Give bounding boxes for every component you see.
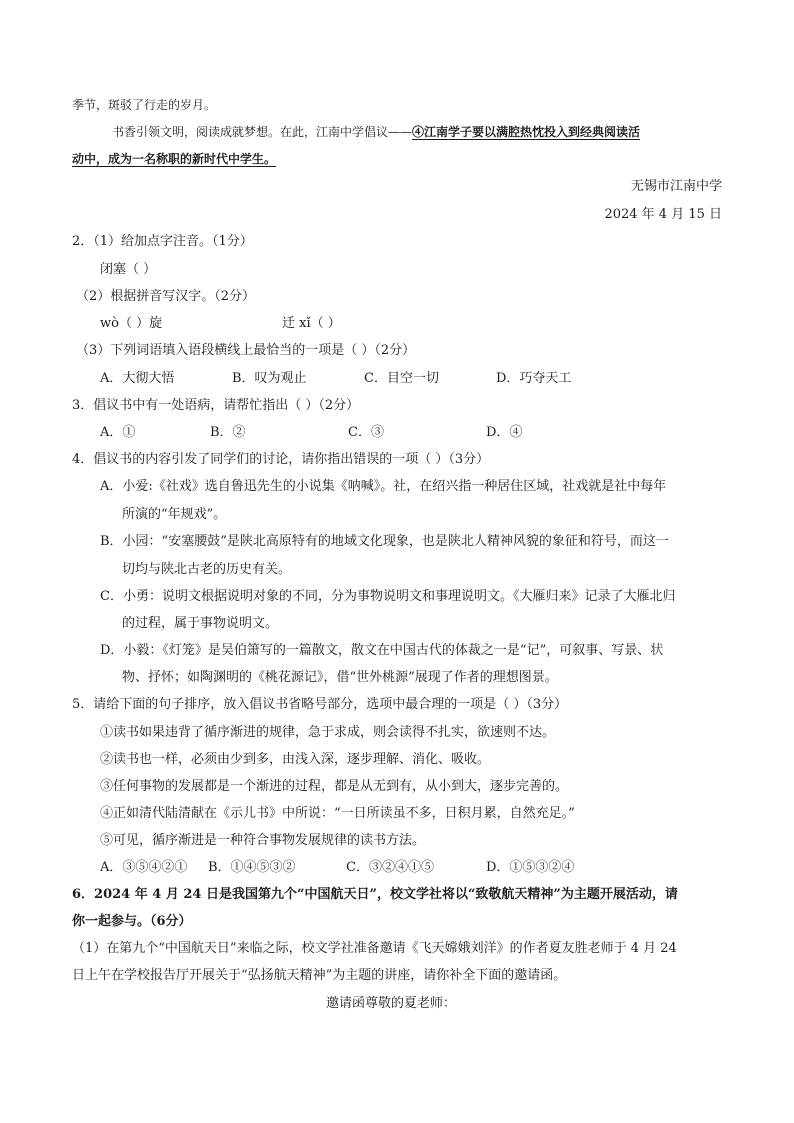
q2-sub-2: （2）根据拼音写汉字。（2分） — [76, 289, 256, 304]
q5-option-c: C．③②④①⑤ — [346, 860, 434, 875]
q5-option-b: B．①④⑤③② — [208, 860, 296, 875]
q2-option-b: B．叹为观止 — [232, 371, 307, 386]
q5-sentence-2: ②读书也一样，必须由少到多，由浅入深，逐步理解、消化、吸收。 — [100, 752, 491, 767]
letter-line-2 — [112, 123, 640, 141]
q5-sentence-1: ①读书如果违背了循序渐进的规律，急于求成，则会读得不扎实，欲速则不达。 — [100, 725, 556, 740]
q5-option-a: A．③⑤④②① — [100, 860, 188, 875]
q2-option-c: C．目空一切 — [364, 371, 439, 386]
q4-option-d-line-2: 物、抒怀；如陶渊明的《桃花源记》，借“世外桃源”展现了作者的理想图景。 — [122, 670, 558, 685]
q4-option-c-line-1: C．小勇：说明文根据说明对象的不同，分为事物说明文和事理说明文。《大雁归来》记录了大雁北归 — [100, 589, 676, 604]
q2-title: 2．（1）给加点字注音。（1分） — [72, 234, 253, 249]
q2-item-2a: wò（ ）旋 — [100, 316, 163, 331]
q5-title: 5．请给下面的句子排序，放入倡议书省略号部分，选项中最合理的一项是（ ）（3分） — [72, 697, 568, 712]
q2-item-2b: 迁 xǐ（ ） — [282, 316, 341, 331]
letter-date: 2024 年 4 月 15 日 — [604, 207, 722, 222]
q4-option-d-line-1: D．小毅：《灯笼》是吴伯箫写的一篇散文，散文在中国古代的体裁之一是“记”，可叙事、写景、状 — [100, 643, 664, 658]
q4-option-c-line-2: 的过程，属于事物说明文。 — [122, 616, 279, 631]
q5-option-d: D．①⑤③②④ — [486, 860, 575, 875]
letter-line-2-plain: 书香引领文明，阅读成就梦想。在此，江南中学倡议—— — [112, 125, 413, 139]
q2-option-d: D．巧夺天工 — [496, 371, 572, 386]
q3-option-b: B．② — [210, 425, 246, 440]
q3-title: 3．倡议书中有一处语病，请帮忙指出（ ）（2分） — [72, 398, 360, 413]
q5-sentence-4: ④正如清代陆清献在《示儿书》中所说：“一日所读虽不多，日积月累，自然充足。” — [100, 806, 575, 821]
letter-sentence-4-part1: ④江南学子要以满腔热忱投入到经典阅读活 — [412, 125, 641, 139]
q6-title-line-1: 6．2024 年 4 月 24 日是我国第九个“中国航天日”，校文学社将以“致敬航天精神”为主题开展活动，请 — [72, 887, 678, 902]
q5-sentence-5: ⑤可见，循序渐进是一种符合事物发展规律的读书方法。 — [100, 833, 426, 848]
q4-option-b-line-1: B．小园：“安塞腰鼓”是陕北高原特有的地域文化现象，也是陕北人精神风貌的象征和符号，而这一 — [100, 534, 669, 549]
q3-option-c: C．③ — [348, 425, 384, 440]
q2-item-1: 闭塞（ ） — [100, 262, 157, 277]
q6-sub-1-line-1: （1）在第九个“中国航天日”来临之际，校文学社准备邀请《飞天嫦娥刘洋》的作者夏友胜老师于 4 月 24 — [72, 941, 677, 956]
letter-sentence-4-part2: 动中，成为一名称职的新时代中学生。 — [72, 152, 277, 166]
letter-signature: 无锡市江南中学 — [630, 179, 722, 194]
q4-option-a-line-2: 所演的“年规戏”。 — [122, 507, 227, 522]
invitation-heading: 邀请函尊敬的夏老师： — [326, 996, 457, 1011]
letter-line-1: 季节，斑驳了行走的岁月。 — [72, 98, 217, 112]
q3-option-d: D．④ — [486, 425, 523, 440]
q5-sentence-3: ③任何事物的发展都是一个渐进的过程，都是从无到有，从小到大，逐步完善的。 — [100, 779, 569, 794]
q4-title: 4．倡议书的内容引发了同学们的讨论，请你指出错误的一项（ ）（3分） — [72, 452, 490, 467]
q4-option-a-line-1: A．小爱:《社戏》选自鲁迅先生的小说集《呐喊》。社，在绍兴指一种居住区域，社戏就是社中每年 — [100, 479, 667, 494]
q3-option-a: A．① — [100, 425, 136, 440]
q6-title-line-2: 你一起参与。（6分） — [72, 914, 192, 929]
q4-option-b-line-2: 切均与陕北古老的历史有关。 — [122, 562, 292, 577]
q2-option-a: A．大彻大悟 — [100, 371, 175, 386]
q6-sub-1-line-2: 日上午在学校报告厅开展关于“弘扬航天精神”为主题的讲座，请你补全下面的邀请函。 — [72, 968, 567, 983]
q2-sub-3: （3）下列词语填入语段横线上最恰当的一项是（ ）（2分） — [76, 343, 416, 358]
